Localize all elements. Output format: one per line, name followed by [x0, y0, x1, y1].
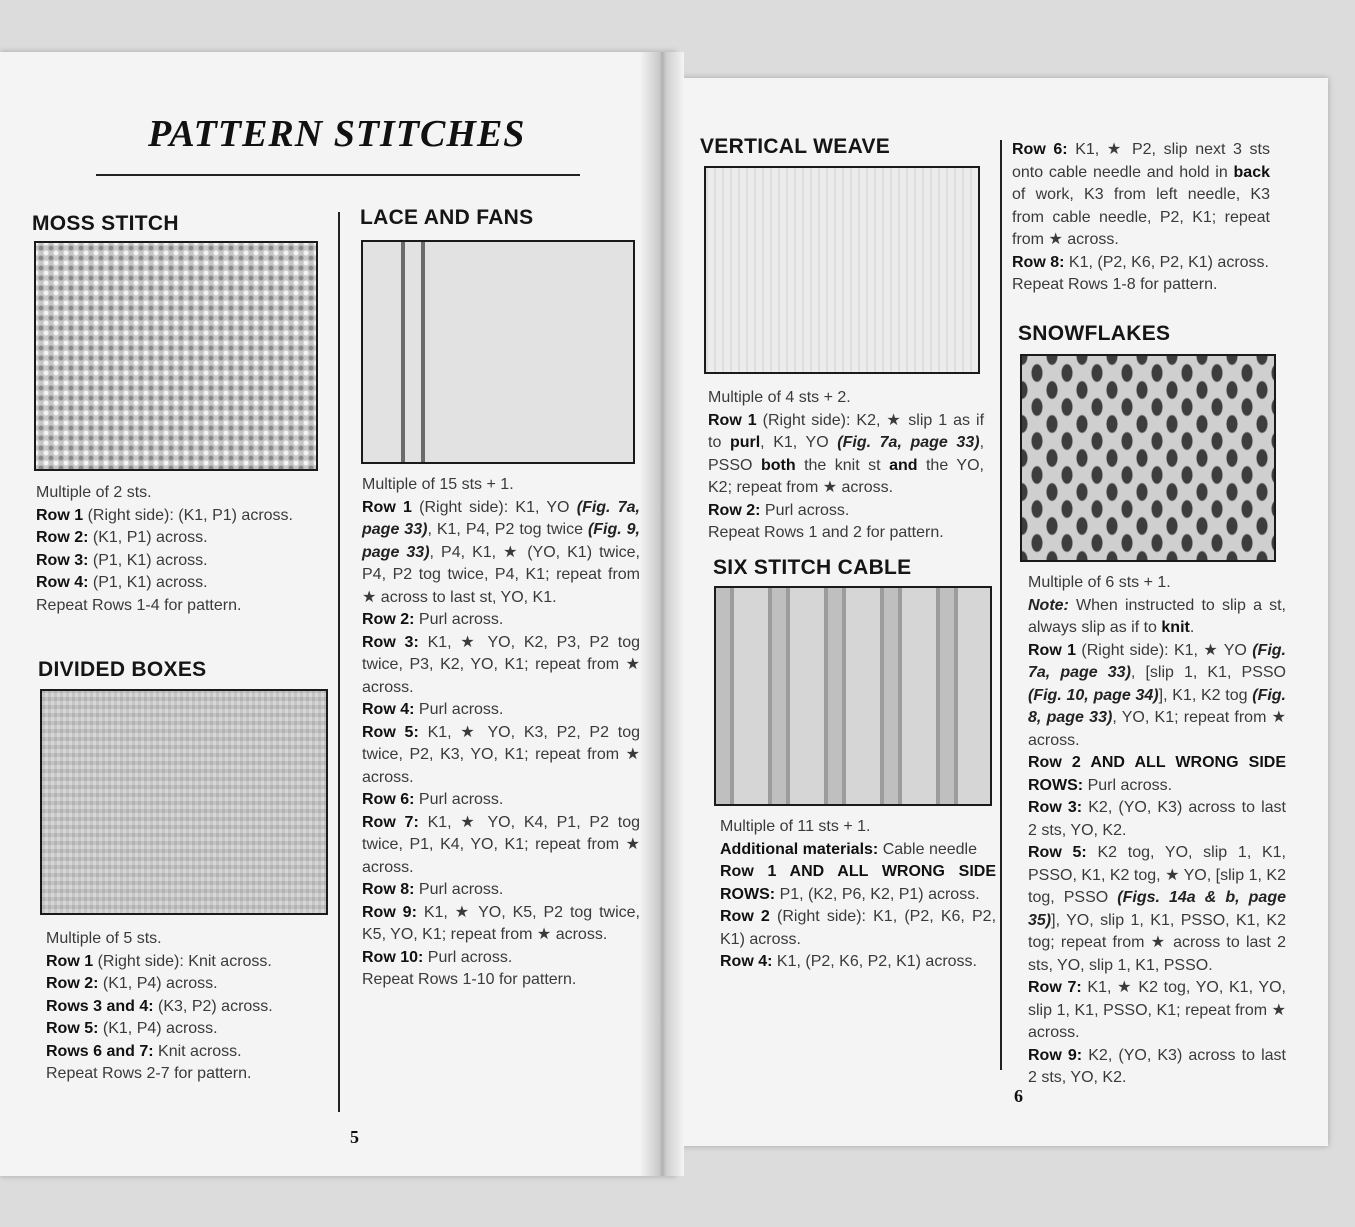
- moss-row-1: Row 1 (Right side): (K1, P1) across.: [36, 506, 293, 524]
- lace-and-fans-instructions: [362, 474, 640, 992]
- column-divider-left: [338, 212, 340, 1112]
- snow-row-9: Row 9: K2, (YO, K3) across to last 2 sts, YO, K2.: [1028, 1046, 1286, 1086]
- moss-stitch-swatch: [34, 241, 318, 471]
- snow-row-5: Row 5: K2 tog, YO, slip 1, K1, PSSO, K1, K2 tog, ★ YO, [slip 1, K2 tog, PSSO (Figs. 14a & b, page 35)], YO, slip 1, K1, PSSO, K1, K2 tog; repeat from ★ across to last 2 sts, YO, slip 1, K1, PSSO.: [1028, 844, 1286, 974]
- lace-row-6: Row 6: Purl across.: [362, 791, 504, 808]
- cable-row-1: Row 1 AND ALL WRONG SIDE ROWS: P1, (K2, P6, K2, P1) across.: [720, 863, 996, 903]
- moss-stitch-heading: MOSS STITCH: [32, 212, 179, 235]
- weave-row-2: Row 2: Purl across.: [708, 501, 850, 519]
- snowflakes-instructions: [1028, 572, 1286, 1090]
- six-stitch-cable-instructions: [720, 816, 996, 974]
- moss-multiple: Multiple of 2 sts.: [36, 484, 152, 501]
- cable-row-6: Row 6: K1, ★ P2, slip next 3 sts onto cable needle and hold in back of work, K3 from left needle, K3 from cable needle, P2, K1; repeat from ★ across.: [1012, 141, 1270, 248]
- moss-row-3: Row 3: (P1, K1) across.: [36, 551, 208, 569]
- lace-row-5: Row 5: K1, ★ YO, K3, P2, P2 tog twice, P2, K3, YO, K1; repeat from ★ across.: [362, 723, 640, 786]
- boxes-multiple: Multiple of 5 sts.: [46, 930, 162, 947]
- book-spine: [640, 52, 684, 1176]
- vertical-weave-heading: VERTICAL WEAVE: [700, 135, 891, 158]
- column-divider-right: [1000, 140, 1002, 1070]
- snowflakes-heading: SNOWFLAKES: [1018, 322, 1171, 345]
- moss-row-2: Row 2: (K1, P1) across.: [36, 529, 208, 546]
- lace-multiple: Multiple of 15 sts + 1.: [362, 476, 514, 493]
- lace-and-fans-heading: LACE AND FANS: [360, 206, 534, 229]
- weave-multiple: Multiple of 4 sts + 2.: [708, 389, 851, 406]
- snow-note: Note: When instructed to slip a st, always slip as if to knit.: [1028, 596, 1286, 636]
- six-stitch-cable-continued: [1012, 139, 1270, 297]
- divided-boxes-heading: DIVIDED BOXES: [38, 658, 207, 681]
- boxes-row-3: Rows 3 and 4: (K3, P2) across.: [46, 997, 273, 1015]
- moss-row-4: Row 4: (P1, K1) across.: [36, 574, 208, 591]
- six-stitch-cable-heading: SIX STITCH CABLE: [713, 556, 912, 579]
- weave-row-1: Row 1 (Right side): K2, ★ slip 1 as if to purl, K1, YO (Fig. 7a, page 33), PSSO both the knit st and the YO, K2; repeat from ★ across.: [708, 411, 985, 496]
- six-stitch-cable-swatch: [714, 586, 992, 806]
- snow-multiple: Multiple of 6 sts + 1.: [1028, 574, 1171, 591]
- boxes-repeat: Repeat Rows 2-7 for pattern.: [46, 1065, 252, 1082]
- lace-row-10: Row 10: Purl across.: [362, 948, 513, 966]
- cable-multiple: Multiple of 11 sts + 1.: [720, 818, 871, 835]
- snow-row-3: Row 3: K2, (YO, K3) across to last 2 sts, YO, K2.: [1028, 799, 1286, 839]
- cable-row-4: Row 4: K1, (P2, K6, P2, K1) across.: [720, 953, 977, 970]
- lace-row-8: Row 8: Purl across.: [362, 881, 504, 898]
- page-title: PATTERN STITCHES: [148, 113, 526, 155]
- page-number-left: 5: [350, 1127, 359, 1147]
- boxes-row-1: Row 1 (Right side): Knit across.: [46, 952, 272, 970]
- snow-row-7: Row 7: K1, ★ K2 tog, YO, K1, YO, slip 1, K1, PSSO, K1; repeat from ★ across.: [1028, 979, 1286, 1041]
- cable-row-2: Row 2 (Right side): K1, (P2, K6, P2, K1) across.: [720, 908, 997, 948]
- vertical-weave-instructions: [708, 387, 984, 545]
- lace-row-3: Row 3: K1, ★ YO, K2, P3, P2 tog twice, P3, K2, YO, K1; repeat from ★ across.: [362, 633, 640, 696]
- page-number-right: 6: [1014, 1086, 1023, 1106]
- lace-and-fans-swatch: [361, 240, 635, 464]
- snow-row-1: Row 1 (Right side): K1, ★ YO (Fig. 7a, page 33), [slip 1, K1, PSSO (Fig. 10, page 34)], K1, K2 tog (Fig. 8, page 33), YO, K1; repeat from ★ across.: [1028, 641, 1287, 749]
- lace-row-1: Row 1 (Right side): K1, YO (Fig. 7a, page 33), K1, P4, P2 tog twice (Fig. 9, page 33), P4, K1, ★ (YO, K1) twice, P4, P2 tog twice, P4, K1; repeat from ★ across to last st, YO, K1.: [362, 498, 641, 606]
- cable-row-8: Row 8: K1, (P2, K6, P2, K1) across.: [1012, 253, 1269, 271]
- snowflakes-swatch: [1020, 354, 1276, 562]
- boxes-row-2: Row 2: (K1, P4) across.: [46, 975, 218, 992]
- lace-row-9: Row 9: K1, ★ YO, K5, P2 tog twice, K5, YO, K1; repeat from ★ across.: [362, 903, 641, 943]
- boxes-row-5: Row 5: (K1, P4) across.: [46, 1020, 218, 1037]
- lace-row-7: Row 7: K1, ★ YO, K4, P1, P2 tog twice, P1, K4, YO, K1; repeat from ★ across.: [362, 813, 640, 876]
- title-rule: [96, 174, 580, 176]
- lace-repeat: Repeat Rows 1-10 for pattern.: [362, 971, 577, 988]
- boxes-row-6: Rows 6 and 7: Knit across.: [46, 1042, 242, 1060]
- lace-row-2: Row 2: Purl across.: [362, 611, 504, 628]
- cable-repeat: Repeat Rows 1-8 for pattern.: [1012, 276, 1218, 293]
- snow-row-2: Row 2 AND ALL WRONG SIDE ROWS: Purl across.: [1028, 754, 1286, 794]
- weave-repeat: Repeat Rows 1 and 2 for pattern.: [708, 524, 944, 541]
- lace-row-4: Row 4: Purl across.: [362, 701, 504, 718]
- moss-stitch-instructions: [36, 482, 322, 617]
- vertical-weave-swatch: [704, 166, 980, 374]
- divided-boxes-instructions: [46, 928, 328, 1086]
- cable-materials: Additional materials: Cable needle: [720, 840, 977, 858]
- divided-boxes-swatch: [40, 689, 328, 915]
- moss-repeat: Repeat Rows 1-4 for pattern.: [36, 596, 242, 614]
